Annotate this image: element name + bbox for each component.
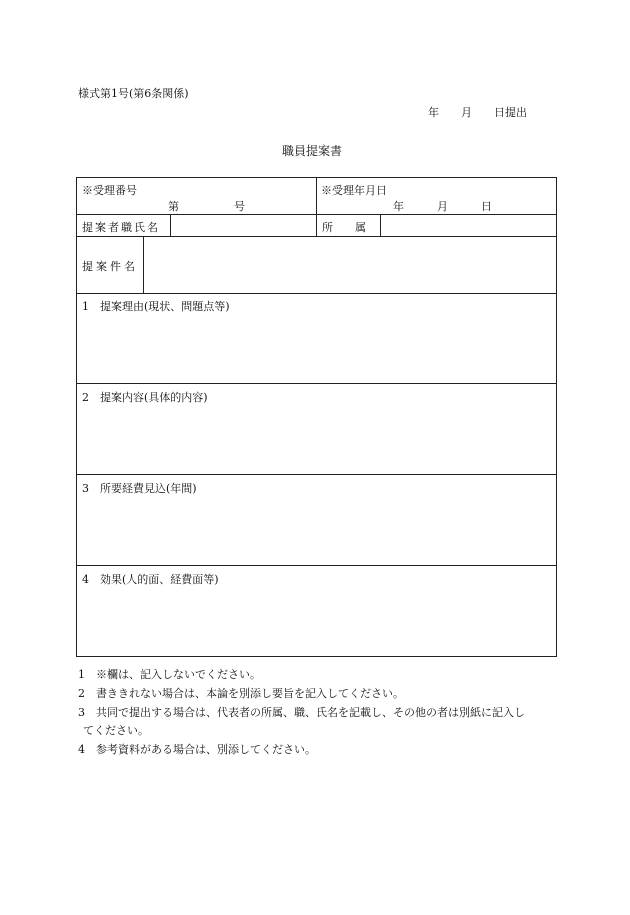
note-1: 1 ※欄は、記入しないでください。	[78, 668, 261, 681]
section-content-label: 2 提案内容(具体的内容)	[82, 391, 208, 404]
proposer-name-label: 提案者職氏名	[82, 221, 160, 234]
receipt-number-value: 第 号	[168, 200, 245, 213]
row3-bottom	[76, 293, 557, 294]
section-reason-label: 1 提案理由(現状、問題点等)	[82, 300, 230, 313]
form-reference: 様式第1号(第6条関係)	[78, 87, 189, 100]
receipt-number-label: ※受理番号	[82, 184, 137, 197]
affiliation-label: 所 属	[322, 221, 366, 234]
subject-label-divider	[143, 236, 144, 293]
proposal-subject-label: 提案件名	[82, 260, 138, 273]
section1-bottom	[76, 383, 557, 384]
receipt-date-value: 年 月 日	[393, 200, 492, 213]
section-effect-label: 4 効果(人的面、経費面等)	[82, 573, 219, 586]
section3-bottom	[76, 565, 557, 566]
note-4: 4 参考資料がある場合は、別添してください。	[78, 743, 316, 756]
note-3: 3 共同で提出する場合は、代表者の所属、職、氏名を記載し、その他の者は別紙に記入し	[78, 706, 525, 719]
receipt-date-label: ※受理年月日	[321, 184, 387, 197]
row1-bottom	[76, 214, 557, 215]
row2-bottom	[76, 236, 557, 237]
note-3-continued: てください。	[83, 724, 149, 737]
section2-bottom	[76, 474, 557, 475]
section-cost-label: 3 所要経費見込(年間)	[82, 482, 197, 495]
document-title: 職員提案書	[282, 144, 343, 158]
submission-date: 年 月 日提出	[428, 106, 527, 119]
affiliation-label-divider	[380, 214, 381, 236]
note-2: 2 書ききれない場合は、本論を別添し要旨を記入してください。	[78, 687, 404, 700]
row1-divider	[316, 177, 317, 236]
name-label-divider	[170, 214, 171, 236]
